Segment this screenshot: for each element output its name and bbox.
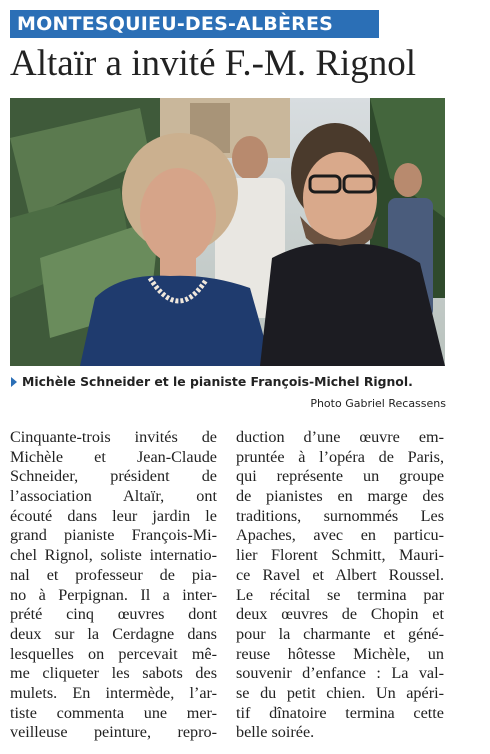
text-line: nal et professeur de pia-	[10, 565, 217, 584]
text-line: ce Ravel et Albert Roussel.	[236, 565, 444, 584]
text-line: souvenir d’enfance : La val-	[236, 664, 444, 683]
text-line: qui représente un groupe	[236, 467, 444, 486]
text-line: Schneider, président de	[10, 467, 217, 486]
section-kicker: MONTESQUIEU-DES-ALBÈRES	[10, 10, 379, 38]
text-line: veilleuse peinture, repro-	[10, 723, 217, 742]
text-line: no à Perpignan. Il a inter-	[10, 585, 217, 604]
text-line: l’association Altaïr, ont	[10, 487, 217, 506]
article-column-2	[236, 428, 444, 743]
text-line: me cliqueter les sabots des	[10, 664, 217, 683]
text-line: pour la charmante et géné-	[236, 624, 444, 643]
text-line: lesquelles on percevait mê-	[10, 644, 217, 663]
article-photo	[10, 98, 445, 366]
text-line: lier Florent Schmitt, Mauri-	[236, 546, 444, 565]
text-line: Cinquante-trois invités de	[10, 428, 217, 446]
text-line: tiste commenta une mer-	[10, 703, 217, 722]
text-line: reuse hôtesse Michèle, un	[236, 644, 444, 663]
caption-text: Michèle Schneider et le pianiste François-Michel Rignol.	[22, 374, 413, 389]
text-line: tif dînatoire termina cette	[236, 703, 444, 722]
text-line: de pianistes en marge des	[236, 487, 444, 506]
text-line: duction d’une œuvre em-	[236, 428, 444, 446]
text-line: chel Rignol, soliste internatio-	[10, 546, 217, 565]
text-line: Apaches, avec en particu-	[236, 526, 444, 545]
text-line: mulets. En intermède, l’ar-	[10, 683, 217, 702]
text-line: Michèle et Jean-Claude	[10, 447, 217, 466]
text-line: traditions, surnommés Les	[236, 506, 444, 525]
headline: Altaïr a invité F.-M. Rignol	[10, 43, 417, 84]
text-line: deux sur la Cerdagne dans	[10, 624, 217, 643]
text-line: pruntée à l’opéra de Paris,	[236, 447, 444, 466]
article-column-1	[10, 428, 217, 743]
photo-caption	[11, 374, 451, 389]
photo-credit: Photo Gabriel Recassens	[310, 397, 446, 410]
text-line: deux œuvres de Chopin et	[236, 605, 444, 624]
text-line: belle soirée.	[236, 723, 315, 742]
caption-marker-icon	[11, 377, 17, 387]
text-line: Le récital se termina par	[236, 585, 444, 604]
photo-illustration	[10, 98, 445, 366]
text-line: écouté dans leur jardin le	[10, 506, 217, 525]
text-line: prété cinq œuvres dont	[10, 605, 217, 624]
text-line: se du petit chien. Un apéri-	[236, 683, 444, 702]
text-line: grand pianiste François-Mi-	[10, 526, 217, 545]
